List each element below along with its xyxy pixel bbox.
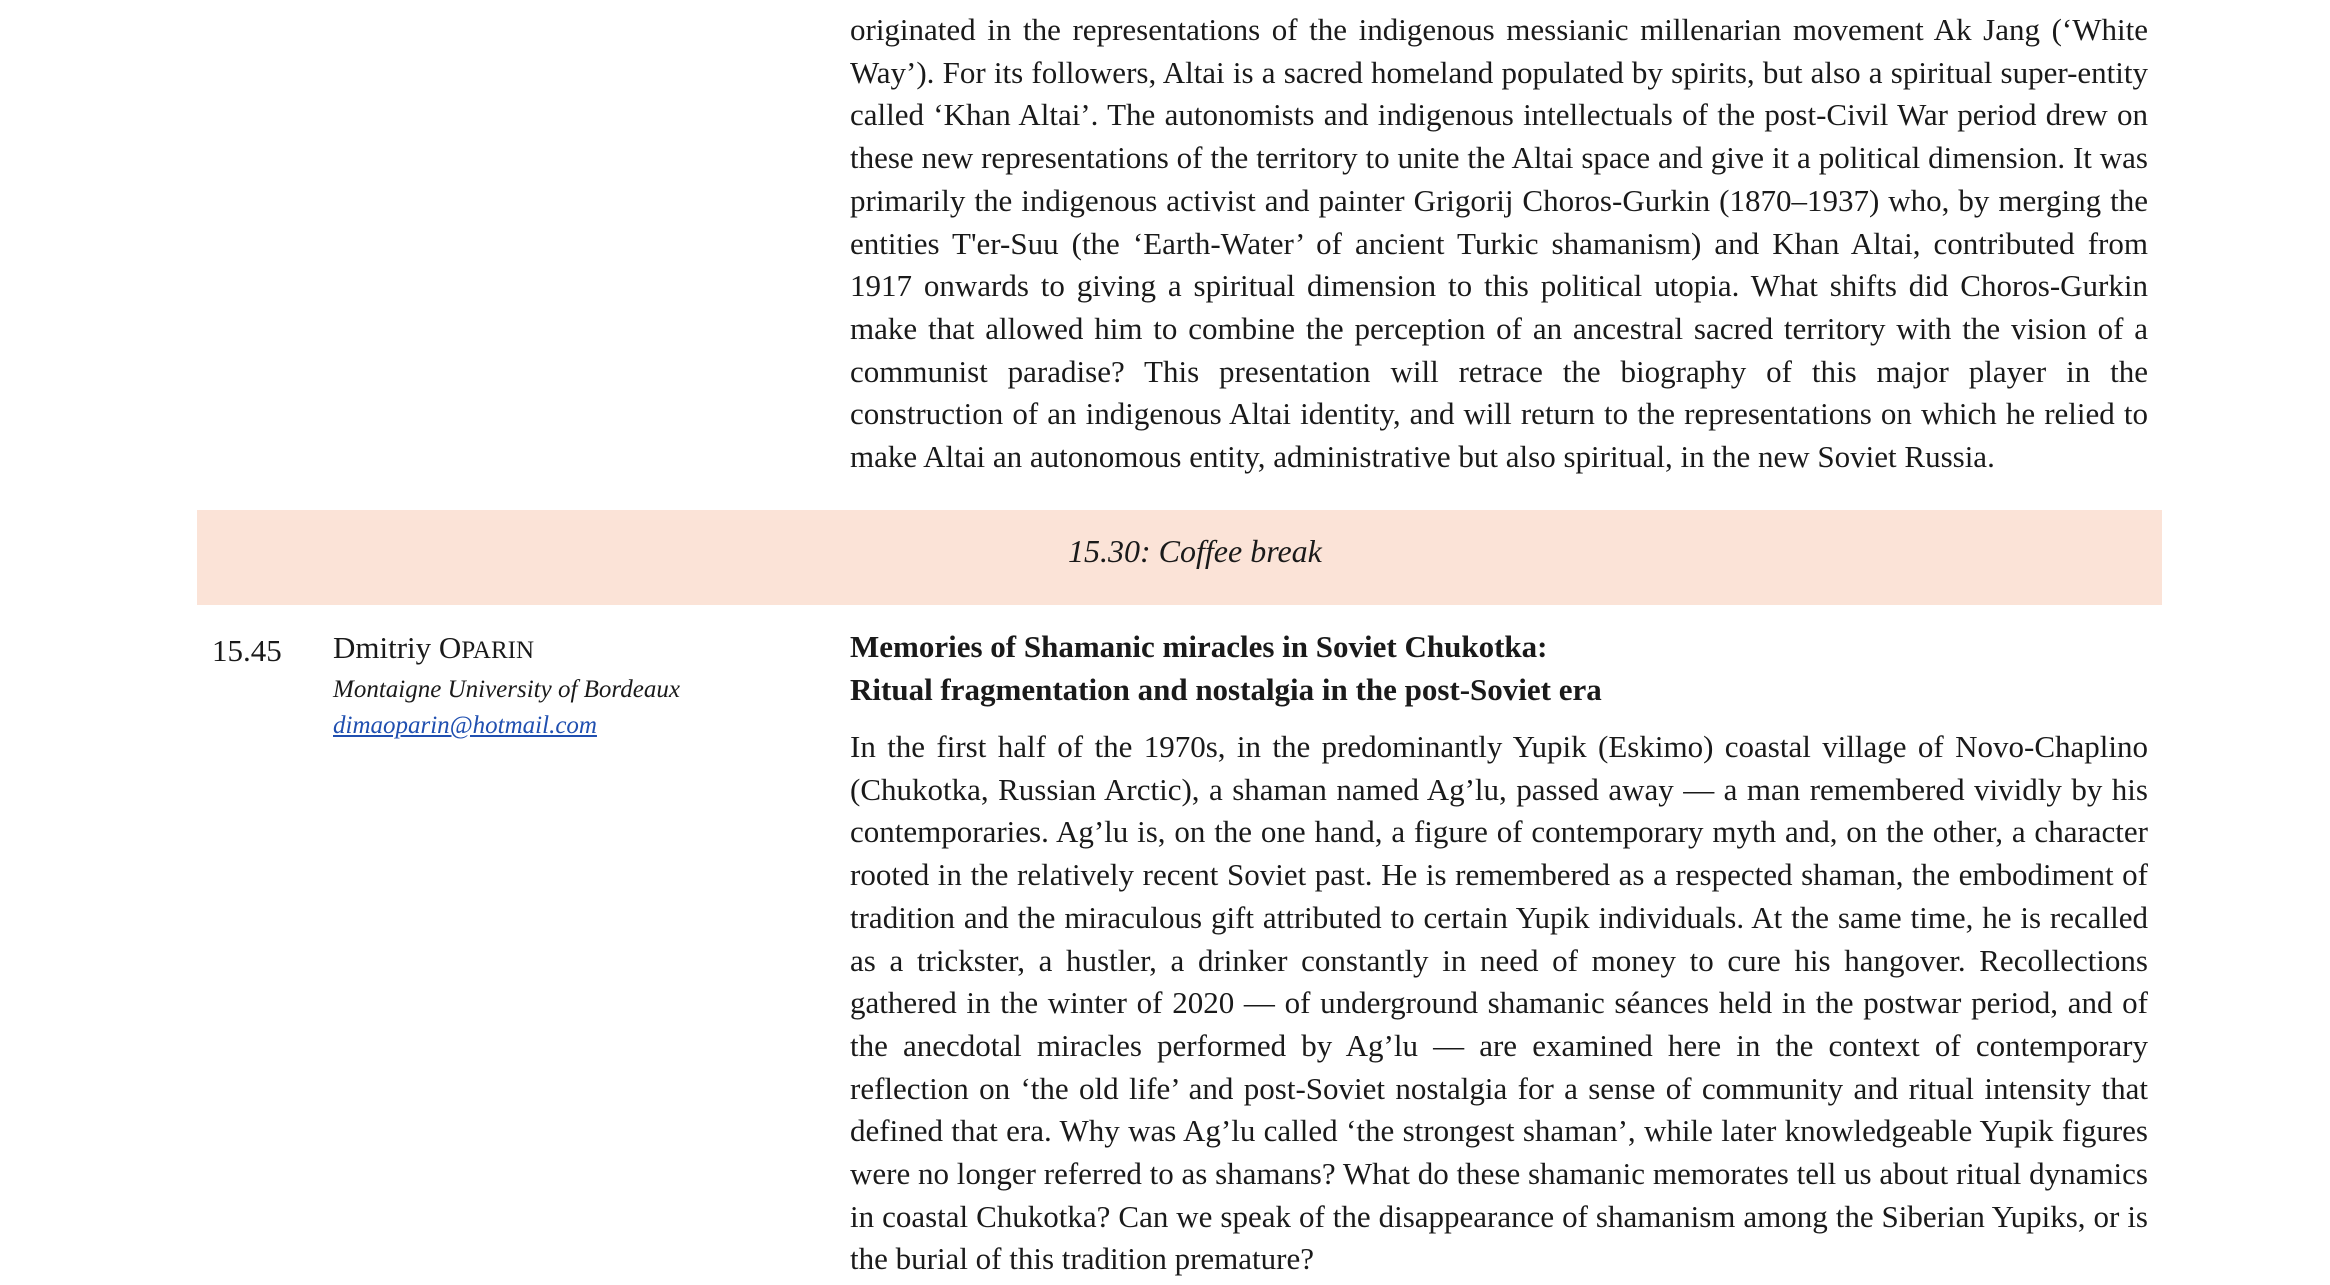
speaker-name — [333, 627, 813, 672]
speaker-last-rest: PARIN — [461, 637, 535, 664]
speaker-first-name: Dmitriy — [333, 630, 439, 665]
speaker-last-initial: O — [438, 630, 462, 665]
speaker-block — [333, 627, 813, 744]
coffee-break-label: 15.30: Coffee break — [1068, 533, 1322, 569]
speaker-affiliation: Montaigne University of Bordeaux — [333, 676, 680, 703]
talk-title — [850, 626, 2148, 711]
speaker-email-link[interactable]: dimaoparin@hotmail.com — [333, 712, 597, 739]
session-time: 15.45 — [212, 633, 282, 668]
talk-title-line-1: Memories of Shamanic miracles in Soviet Chukotka: — [850, 629, 1548, 664]
talk-abstract: In the first half of the 1970s, in the predominantly Yupik (Eskimo) coastal village of Novo-Chaplino (Chukotka, Russian Arctic), a shaman named Ag’lu, passed away — a man remembered vividly by his contemporaries. Ag’lu is, on the one hand, a figure of contemporary myth and, on the other, a character rooted in the relatively recent Soviet past. He is remembered as a respected shaman, the embodiment of tradition and the miraculous gift attributed to certain Yupik individuals. At the same time, he is recalled as a trickster, a hustler, a drinker constantly in need of money to cure his hangover. Recollections gathered in the winter of 2020 — of underground shamanic séances held in the postwar period, and of the anecdotal miracles performed by Ag’lu — are examined here in the context of contemporary reflection on ‘the old life’ and post-Soviet nostalgia for a sense of community and ritual intensity that defined that era. Why was Ag’lu called ‘the strongest shaman’, while later knowledgeable Yupik figures were no longer referred to as shamans? What do these shamanic memorates tell us about ritual dynamics in coastal Chukotka? Can we speak of the disappearance of shamanism among the Siberian Yupiks, or is the burial of this tradition premature? — [850, 729, 2148, 1277]
talk-title-line-2: Ritual fragmentation and nostalgia in the post-Soviet era — [850, 671, 1602, 707]
abstract-continuation: originated in the representations of the indigenous messianic millenarian movement Ak Jang (‘White Way’). For its followers, Altai is a sacred homeland populated by spirits, but also a spiritual super-entity called ‘Khan Altai’. The autonomists and indigenous intellectuals of the post-Civil War period drew on these new representations of the territory to unite the Altai space and give it a political dimension. It was primarily the indigenous activist and painter Grigorij Choros-Gurkin (1870–1937) who, by merging the entities T'er-Suu (the ‘Earth-Water’ of ancient Turkic shamanism) and Khan Altai, contributed from 1917 onwards to giving a spiritual dimension to this political utopia. What shifts did Choros-Gurkin make that allowed him to combine the perception of an ancestral sacred territory with the vision of a communist paradise? This presentation will retrace the biography of this major player in the construction of an indigenous Altai identity, and will return to the representations on which he relied to make Altai an autonomous entity, administrative but also spiritual, in the new Soviet Russia. — [850, 12, 2148, 475]
